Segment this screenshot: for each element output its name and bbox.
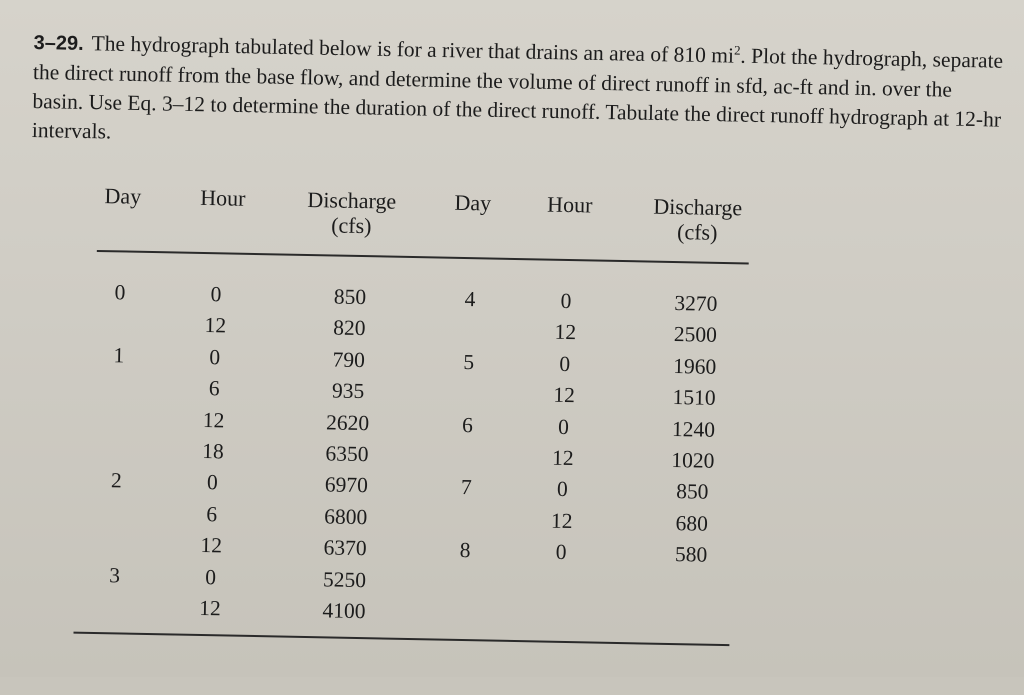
day-cell: 8 — [459, 538, 471, 563]
hour-cell: 6 — [206, 501, 218, 527]
hour-cell: 6 — [208, 376, 220, 401]
discharge-cell: 6970 — [324, 472, 369, 498]
header-discharge-right: Discharge (cfs) — [653, 193, 743, 245]
day-cell — [92, 371, 145, 403]
hour-cell: 0 — [209, 344, 221, 370]
header-day-left: Day — [104, 183, 142, 209]
right-hour-column — [535, 285, 592, 568]
discharge-cell: 1960 — [673, 353, 717, 379]
hour-cell: 12 — [199, 595, 221, 621]
hour-cell: 12 — [550, 508, 573, 533]
hour-cell: 0 — [555, 539, 567, 565]
day-cell: 3 — [109, 562, 121, 587]
discharge-cell: 2500 — [673, 322, 718, 348]
day-cell — [443, 315, 496, 347]
hour-cell: 0 — [206, 470, 219, 495]
discharge-cell: 1510 — [672, 385, 716, 411]
day-cell: 2 — [110, 468, 123, 493]
hour-cell: 12 — [200, 533, 223, 558]
discharge-cell: 1240 — [671, 416, 716, 442]
hour-cell: 12 — [554, 320, 577, 345]
problem-number: 3–29. — [33, 32, 84, 56]
day-cell: 7 — [460, 475, 472, 500]
discharge-cell: 680 — [675, 510, 709, 536]
header-hour-left: Hour — [200, 184, 246, 211]
day-cell: 0 — [114, 280, 126, 305]
discharge-cell: 820 — [333, 315, 366, 341]
discharge-cell: 790 — [332, 347, 366, 372]
discharge-cell: 1020 — [671, 447, 715, 473]
problem-exponent: 2 — [733, 42, 741, 58]
hour-cell: 0 — [559, 351, 571, 376]
header-discharge-left: Discharge (cfs) — [307, 186, 397, 239]
day-cell — [442, 378, 495, 410]
day-cell: 1 — [113, 343, 125, 368]
problem-text-part-2: . Plot the hydrograph, separate the direct runoff from the base flow, and determine the volume of direct runoff in sfd, ac-ft and in. over the basin. Use Eq. 3–12 to determine the duration of the direct runoff. Tabulate the direct runoff hydrograph at 12-hr intervals. — [31, 43, 1004, 144]
day-cell — [441, 441, 494, 473]
hour-cell: 0 — [204, 564, 217, 589]
hour-cell: 0 — [210, 282, 222, 307]
discharge-cell: 850 — [333, 284, 367, 310]
day-cell: 6 — [461, 412, 474, 437]
hour-cell: 12 — [551, 445, 574, 471]
discharge-cell: 850 — [675, 479, 709, 505]
discharge-cell: 5250 — [322, 566, 367, 592]
left-discharge-column — [302, 281, 393, 628]
day-cell: 4 — [464, 287, 476, 312]
right-day-column — [439, 284, 496, 567]
left-day-column — [88, 277, 147, 623]
hour-cell: 18 — [202, 438, 224, 464]
hour-cell: 0 — [557, 414, 570, 439]
header-rule — [97, 250, 749, 264]
discharge-cell: 6800 — [324, 504, 368, 529]
day-cell: 5 — [463, 349, 475, 374]
discharge-cell: 6370 — [323, 535, 367, 561]
discharge-cell: 2620 — [325, 409, 370, 435]
day-cell — [439, 503, 492, 535]
hour-cell: 0 — [560, 288, 572, 314]
header-day-right: Day — [454, 189, 492, 216]
right-discharge-column — [649, 288, 738, 572]
discharge-cell: 580 — [674, 542, 708, 567]
hour-cell: 0 — [556, 477, 568, 502]
problem-text-part-1: The hydrograph tabulated below is for a river that drains an area of 810 mi — [91, 31, 735, 68]
left-hour-column — [184, 279, 243, 625]
discharge-cell: 3270 — [674, 291, 718, 316]
footer-rule — [73, 632, 729, 646]
hour-cell: 12 — [202, 407, 225, 432]
day-cell — [91, 402, 144, 434]
hour-cell: 12 — [204, 313, 227, 338]
day-cell — [88, 591, 141, 623]
discharge-cell: 6350 — [325, 441, 369, 467]
hour-cell: 12 — [553, 382, 576, 408]
header-hour-right: Hour — [546, 191, 593, 218]
discharge-cell: 4100 — [322, 598, 366, 624]
day-cell — [93, 308, 146, 340]
day-cell — [91, 434, 144, 466]
day-cell — [89, 528, 142, 560]
discharge-cell: 935 — [331, 378, 365, 404]
day-cell — [90, 497, 143, 529]
